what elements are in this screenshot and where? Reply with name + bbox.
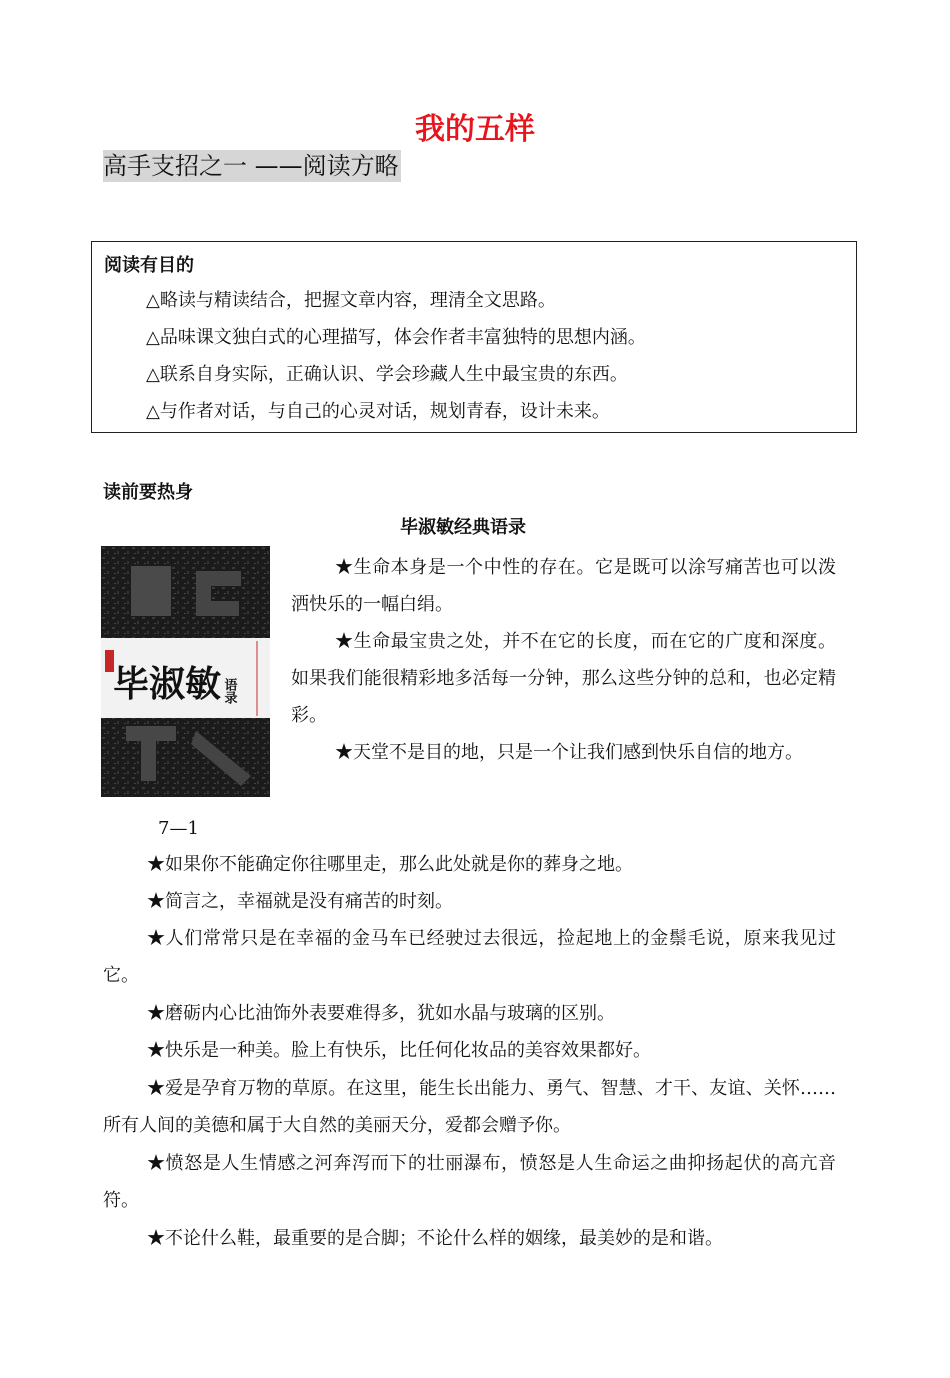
section-subtitle: 高手支招之一 ——阅读方略 xyxy=(103,152,399,180)
book-cover-art xyxy=(101,546,270,797)
quote-item: ★爱是孕育万物的草原。在这里，能生长出能力、勇气、智慧、才干、友谊、关怀……所有人间的美德和属于大自然的美丽天分，爱都会赠予你。 xyxy=(103,1078,836,1136)
quote-item: ★不论什么鞋，最重要的是合脚；不论什么样的姻缘，最美妙的是和谐。 xyxy=(147,1228,723,1249)
cover-tag: 语录 xyxy=(221,678,237,704)
reading-goal-item: △联系自身实际，正确认识、学会珍藏人生中最宝贵的东西。 xyxy=(146,364,628,385)
cover-lettering: 毕淑敏 xyxy=(113,663,222,705)
quotes-title: 毕淑敏经典语录 xyxy=(400,517,526,538)
warmup-heading: 读前要热身 xyxy=(103,482,193,503)
quote-item: ★简言之，幸福就是没有痛苦的时刻。 xyxy=(147,891,453,912)
quote-beside-image: ★天堂不是目的地，只是一个让我们感到快乐自信的地方。 xyxy=(335,742,803,763)
quote-beside-image: ★生命本身是一个中性的存在。它是既可以涂写痛苦也可以泼洒快乐的一幅白绢。 xyxy=(291,557,836,615)
reading-goals-heading: 阅读有目的 xyxy=(104,255,194,276)
figure-label: 7—1 xyxy=(158,818,199,839)
quote-item: ★人们常常只是在幸福的金马车已经驶过去很远，捡起地上的金鬃毛说，原来我见过它。 xyxy=(103,928,836,986)
quote-beside-image: ★生命最宝贵之处，并不在它的长度，而在它的广度和深度。如果我们能很精彩地多活每一分钟，那么这些分钟的总和，也必定精彩。 xyxy=(291,631,836,726)
reading-goal-item: △与作者对话，与自己的心灵对话，规划青春，设计未来。 xyxy=(146,401,610,422)
book-cover-image xyxy=(101,546,270,797)
quote-item: ★如果你不能确定你往哪里走，那么此处就是你的葬身之地。 xyxy=(147,854,633,875)
document-title: 我的五样 xyxy=(415,112,535,147)
cover-shadow-glyph xyxy=(131,566,171,616)
quote-item: ★快乐是一种美。脸上有快乐，比任何化妆品的美容效果都好。 xyxy=(147,1040,651,1061)
reading-goal-item: △品味课文独白式的心理描写，体会作者丰富独特的思想内涵。 xyxy=(146,327,646,348)
quote-item: ★磨砺内心比油饰外表要难得多，犹如水晶与玻璃的区别。 xyxy=(147,1003,615,1024)
quote-item: ★愤怒是人生情感之河奔泻而下的壮丽瀑布，愤怒是人生命运之曲抑扬起伏的高亢音符。 xyxy=(103,1153,836,1211)
reading-goal-item: △略读与精读结合，把握文章内容，理清全文思路。 xyxy=(146,290,556,311)
reading-goals-box xyxy=(91,241,857,433)
